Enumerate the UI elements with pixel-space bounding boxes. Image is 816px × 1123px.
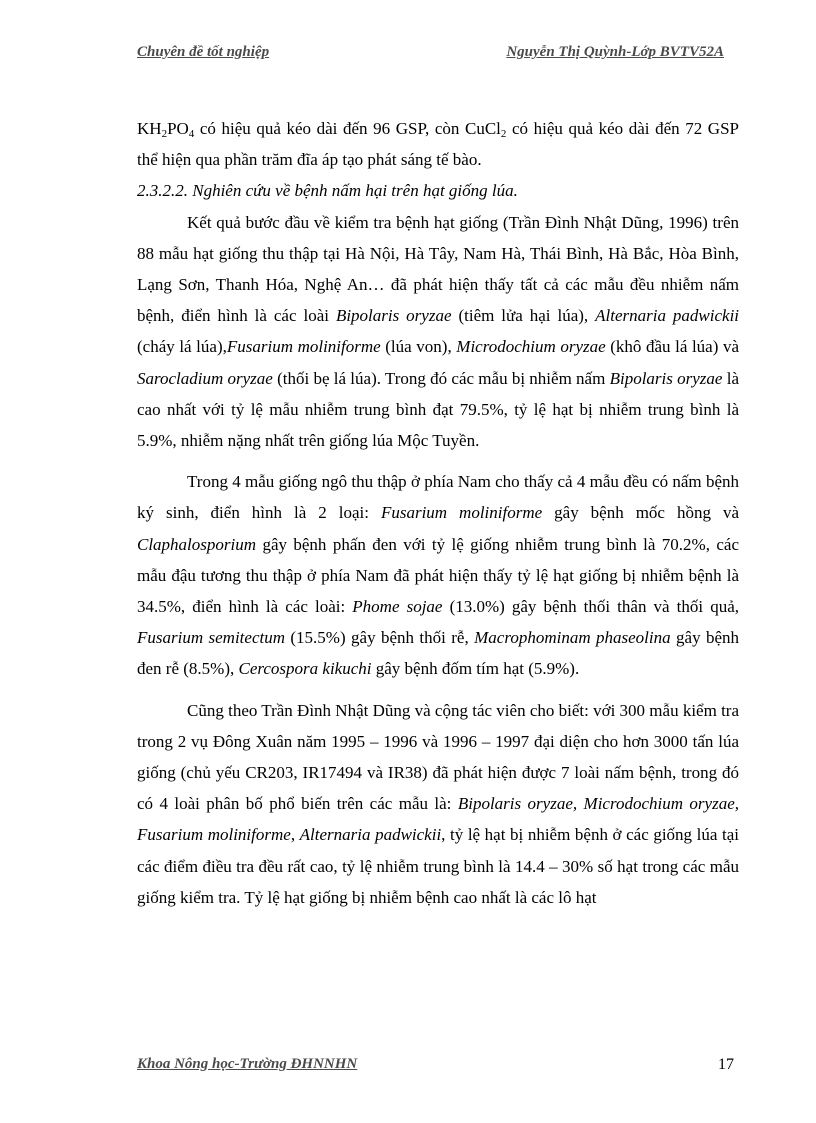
paragraph-4: [137, 695, 739, 913]
p2-text-7: là cao nhất với tỷ lệ mẫu nhiễm trung bình đạt 79.5%, tỷ lệ hạt bị nhiễm trung bình là 5.9%, nhiễm nặng nhất trên giống lúa Mộc Tuyền.: [137, 368, 739, 451]
p2-species-4: Microdochium oryzae: [456, 337, 606, 357]
p3-text-3: gây bệnh phấn đen với tỷ lệ giống nhiễm trung bình là 70.2%, các mẫu đậu tương thu thập ở phía Nam đã phát hiện thấy tỷ lệ hạt giống bị nhiễm bệnh là 34.5%, điển hình là các loài:: [137, 534, 739, 617]
p1-subscript-3: 2: [500, 128, 507, 140]
p3-species-1: Fusarium moliniforme: [380, 503, 543, 523]
paragraph-3: [137, 466, 739, 684]
p2-species-5: Sarocladium oryzae: [137, 368, 273, 388]
p3-species-5: Macrophominam phaseolina: [474, 628, 671, 648]
p3-species-3: Phome sojae: [352, 597, 443, 617]
p3-species-6: Cercospora kikuchi: [238, 659, 372, 679]
page-number: 17: [718, 1056, 734, 1073]
p3-text-5: (15.5%) gây bệnh thối rễ,: [285, 628, 475, 648]
p1-text-b: PO: [167, 119, 189, 138]
section-heading: 2.3.2.2. Nghiên cứu về bệnh nấm hại trên hạt giống lúa.: [137, 181, 518, 201]
p2-text-4: (lúa von),: [380, 337, 457, 357]
p3-text-2: gây bệnh mốc hồng và: [542, 503, 739, 523]
p2-text-1: Kết quả bước đầu về kiểm tra bệnh hạt giống (Trần Đình Nhật Dũng, 1996) trên 88 mẫu hạt giống thu thập tại Hà Nội, Hà Tây, Nam Hà, Thái Bình, Hà Bắc, Hòa Bình, Lạng Sơn, Thanh Hóa, Nghệ An… đã phát hiện thấy tất cả các mẫu đều nhiễm nấm bệnh, điển hình là các loài: [137, 212, 739, 326]
p2-species-2: Alternaria padwickii: [595, 306, 740, 326]
p2-species-3: Fusarium moliniforme: [226, 337, 381, 357]
document-body: [137, 113, 739, 913]
p3-text-6: gây bệnh đen rễ (8.5%),: [137, 628, 740, 679]
p4-text-2: ,: [290, 825, 300, 845]
paragraph-2: [137, 207, 739, 457]
header-left-title: Chuyên đề tốt nghiệp: [137, 44, 270, 60]
p1-subscript-2: 4: [188, 128, 195, 140]
p2-text-6: (thối bẹ lá lúa). Trong đó các mẫu bị nhiễm nấm: [272, 368, 610, 388]
p1-text-a: KH: [137, 119, 162, 138]
p2-text-2: (tiêm lửa hại lúa),: [451, 306, 596, 326]
p3-text-4: (13.0%) gây bệnh thối thân và thối quả,: [442, 597, 740, 617]
p2-species-6: Bipolaris oryzae: [609, 368, 723, 388]
p1-text-c: có hiệu quả kéo dài đến 96 GSP, còn CuCl: [194, 119, 501, 138]
paragraph-1: [137, 113, 739, 175]
p3-text-7: gây bệnh đốm tím hạt (5.9%).: [371, 659, 580, 679]
footer-faculty: Khoa Nông học-Trường ĐHNNHN: [137, 1056, 358, 1072]
p1-subscript-1: 2: [161, 128, 168, 140]
p3-text-1: Trong 4 mẫu giống ngô thu thập ở phía Nam cho thấy cả 4 mẫu đều có nấm bệnh ký sinh, điển hình là 2 loại:: [137, 472, 739, 523]
p2-text-3: (cháy lá lúa),: [137, 337, 227, 357]
p4-text-1: Cũng theo Trần Đình Nhật Dũng và cộng tác viên cho biết: với 300 mẫu kiểm tra trong 2 vụ Đông Xuân năm 1995 – 1996 và 1996 – 1997 đại diện cho hơn 3000 tấn lúa giống (chủ yếu CR203, IR17494 và IR38) đã phát hiện được 7 loài nấm bệnh, trong đó có 4 loài phân bố phổ biến trên các mẫu là:: [137, 700, 739, 814]
p4-species-2: Alternaria padwickii: [299, 825, 442, 845]
p2-species-1: Bipolaris oryzae: [335, 306, 452, 326]
p4-text-3: , tỷ lệ hạt bị nhiễm bệnh ở các giống lúa tại các điểm điều tra đều rất cao, tỷ lệ nhiễm trung bình là 14.4 – 30% số hạt trong các mẫu giống kiểm tra. Tỷ lệ hạt giống bị nhiễm bệnh cao nhất là các lô hạt: [137, 825, 739, 907]
p3-species-4: Fusarium semitectum: [137, 628, 285, 648]
p4-species-1: Bipolaris oryzae, Microdochium oryzae, Fusarium moliniforme: [137, 794, 740, 845]
p2-text-5: (khô đầu lá lúa) và: [605, 337, 740, 357]
p1-text-d: có hiệu quả kéo dài đến 72 GSP thể hiện qua phần trăm đĩa áp tạo phát sáng tế bào.: [137, 119, 739, 170]
header-right-author: Nguyễn Thị Quỳnh-Lớp BVTV52A: [506, 44, 724, 60]
p3-species-2: Claphalosporium: [137, 534, 257, 554]
